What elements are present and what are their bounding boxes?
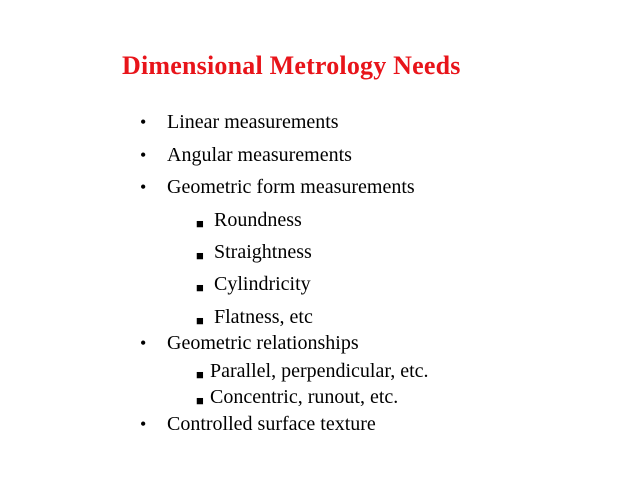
sub-bullet-text: Straightness <box>214 241 312 263</box>
square-bullet-icon: ■ <box>196 393 204 408</box>
bullet-text: Geometric relationships <box>167 332 359 354</box>
bullet-icon: • <box>140 414 147 434</box>
bullet-icon: • <box>140 177 147 197</box>
sub-bullet-text: Parallel, perpendicular, etc. <box>210 360 429 382</box>
slide-title: Dimensional Metrology Needs <box>122 51 461 80</box>
bullet-text: Linear measurements <box>167 111 339 133</box>
bullet-text: Controlled surface texture <box>167 413 376 435</box>
square-bullet-icon: ■ <box>196 248 204 263</box>
square-bullet-icon: ■ <box>196 216 204 231</box>
sub-bullet-text: Concentric, runout, etc. <box>210 386 399 408</box>
bullet-text: Geometric form measurements <box>167 176 415 198</box>
square-bullet-icon: ■ <box>196 280 204 295</box>
bullet-icon: • <box>140 333 147 353</box>
square-bullet-icon: ■ <box>196 313 204 328</box>
bullet-text: Angular measurements <box>167 144 352 166</box>
sub-bullet-text: Roundness <box>214 209 302 231</box>
bullet-icon: • <box>140 112 147 132</box>
square-bullet-icon: ■ <box>196 367 204 382</box>
bullet-icon: • <box>140 145 147 165</box>
sub-bullet-text: Flatness, etc <box>214 306 313 328</box>
sub-bullet-text: Cylindricity <box>214 273 311 295</box>
